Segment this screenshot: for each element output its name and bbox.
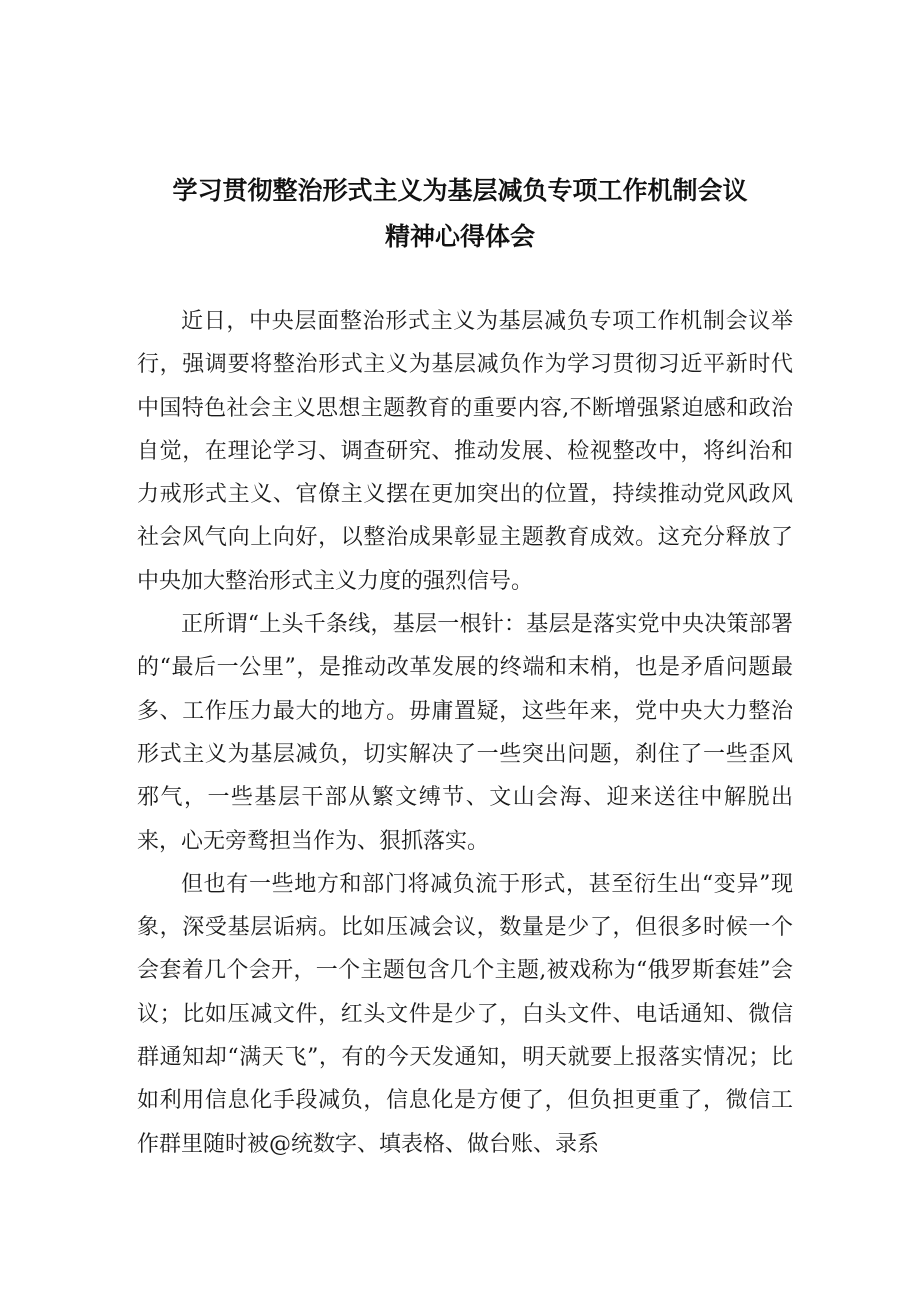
paragraph-3: 但也有一些地方和部门将减负流于形式，甚至衍生出“变异”现象，深受基层诟病。比如压减会议，数量是少了，但很多时候一个会套着几个会开，一个主题包含几个主题,被戏称为“俄罗斯套娃”会议；比如压减文件，红头文件是少了，白头文件、电话通知、微信群通知却“满天飞”，有的今天发通知，明天就要上报落实情况；比如利用信息化手段减负，信息化是方便了，但负担更重了，微信工作群里随时被@统数字、填表格、做台账、录系 — [137, 871, 793, 1157]
document-body — [137, 300, 793, 1166]
document-title — [0, 168, 920, 260]
paragraph-2: 正所谓“上头千条线，基层一根针：基层是落实党中央决策部署的“最后一公里”，是推动改革发展的终端和末梢，也是矛盾问题最多、工作压力最大的地方。毋庸置疑，这些年来，党中央大力整治形式主义为基层减负，切实解决了一些突出问题，刹住了一些歪风邪气，一些基层干部从繁文缚节、文山会海、迎来送往中解脱出来，心无旁鹜担当作为、狠抓落实。 — [137, 612, 793, 854]
title-line-2: 精神心得体会 — [384, 222, 535, 251]
paragraph-1: 近日，中央层面整治形式主义为基层减负专项工作机制会议举行，强调要将整治形式主义为基层减负作为学习贯彻习近平新时代中国特色社会主义思想主题教育的重要内容,不断增强紧迫感和政治自觉，在理论学习、调查研究、推动发展、检视整改中，将纠治和力戒形式主义、官僚主义摆在更加突出的位置，持续推动党风政风社会风气向上向好，以整治成果彰显主题教育成效。这充分释放了中央加大整治形式主义力度的强烈信号。 — [137, 309, 793, 594]
title-line-1: 学习贯彻整治形式主义为基层减负专项工作机制会议 — [172, 176, 748, 205]
